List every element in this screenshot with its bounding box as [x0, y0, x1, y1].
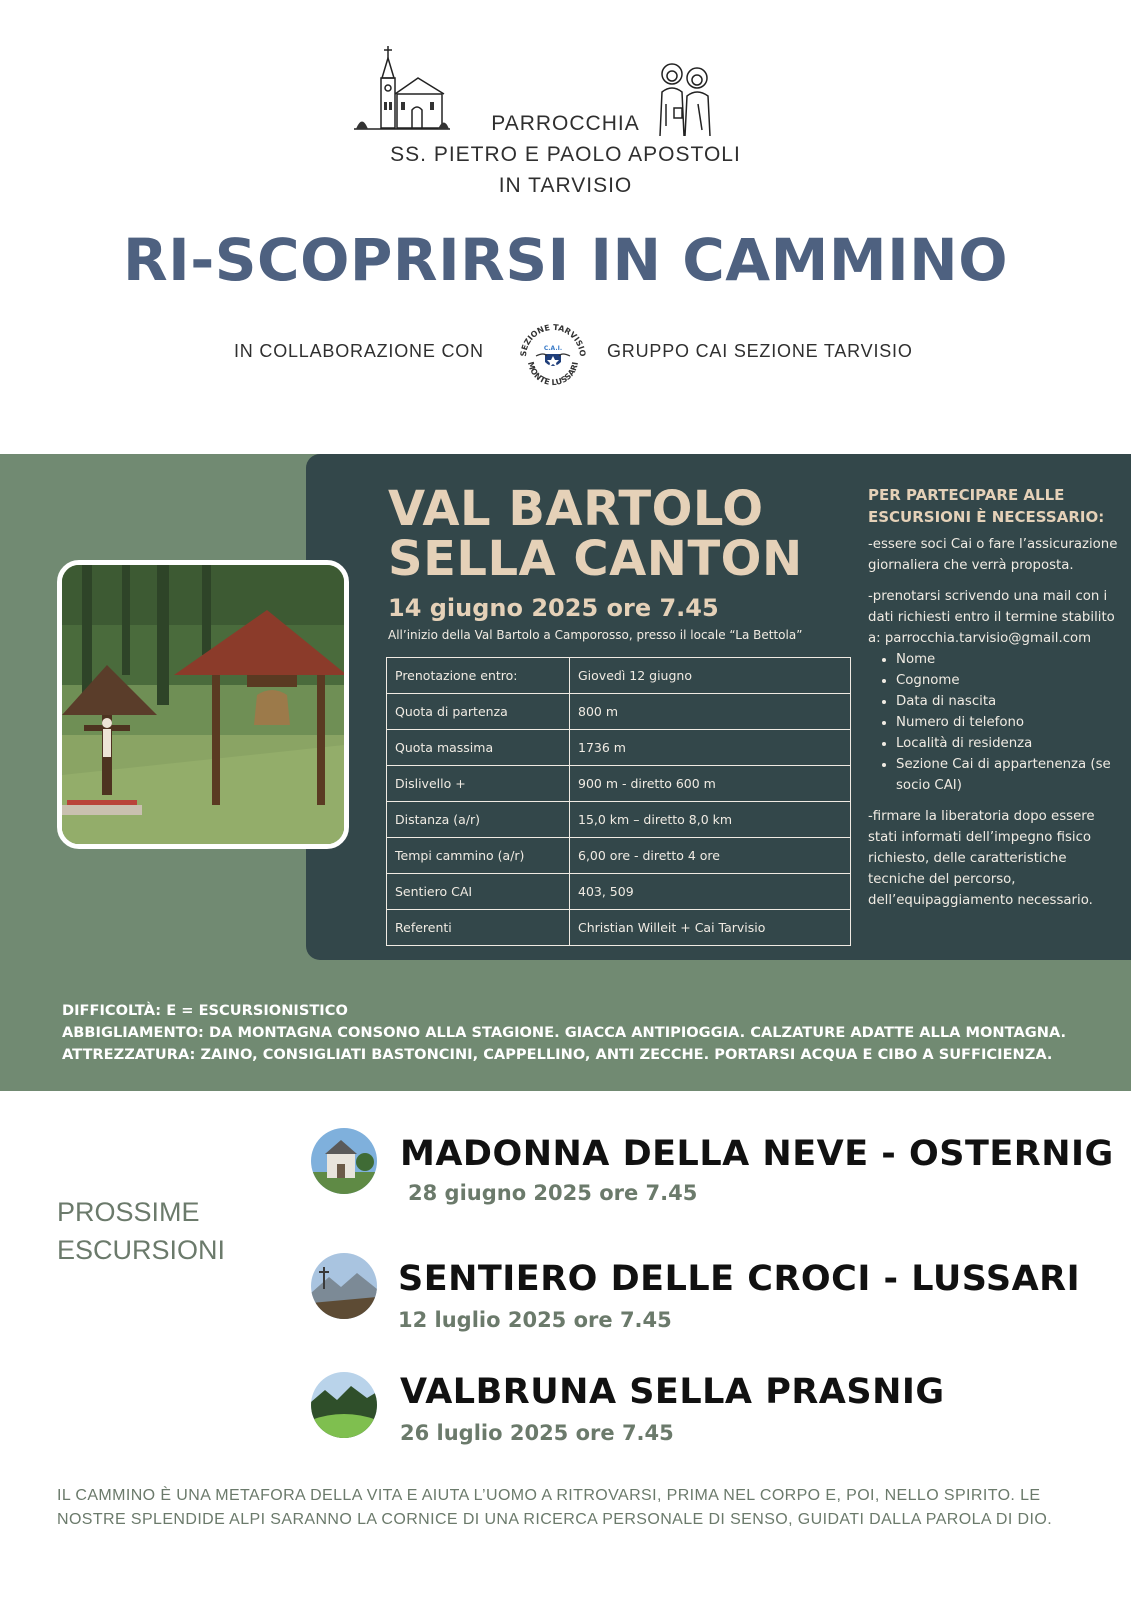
table-value: 800 m	[570, 694, 851, 730]
upcoming-title: VALBRUNA SELLA PRASNIG	[400, 1372, 945, 1412]
table-row	[387, 658, 851, 694]
table-key: Distanza (a/r)	[387, 802, 570, 838]
list-item: • Numero di telefono	[896, 712, 1126, 733]
table-value: Giovedì 12 giugno	[570, 658, 851, 694]
footer-quote: IL CAMMINO È UNA METAFORA DELLA VITA E AIUTA L’UOMO A RITROVARSI, PRIMA NEL CORPO E, POI, NELLO SPIRITO. LE NOSTRE SPLENDIDE ALPI SARANNO LA CORNICE DI UNA RICERCA PERSONALE DI SENSO, GUIDATI DALLA PAROLA DI DIO.	[57, 1487, 1053, 1528]
event-title-line-1: VAL BARTOLO	[388, 481, 764, 537]
upcoming-label-line-1: PROSSIME	[57, 1197, 200, 1227]
upcoming-photo-meadow	[311, 1372, 377, 1438]
table-value: 6,00 ore - diretto 4 ore	[570, 838, 851, 874]
event-details-table	[386, 657, 851, 946]
equipment-note: ATTREZZATURA: ZAINO, CONSIGLIATI BASTONCINI, CAPPELLINO, ANTI ZECCHE. PORTARSI ACQUA E CIBO A SUFFICIENZA.	[62, 1046, 1053, 1063]
list-item: • Cognome	[896, 670, 1126, 691]
upcoming-title: MADONNA DELLA NEVE - OSTERNIG	[400, 1134, 1114, 1174]
table-row	[387, 730, 851, 766]
event-photo	[57, 560, 349, 849]
clothing-note: ABBIGLIAMENTO: DA MONTAGNA CONSONO ALLA STAGIONE. GIACCA ANTIPIOGGIA. CALZATURE ADATTE ALLA MONTAGNA.	[62, 1024, 1067, 1041]
collab-label: IN COLLABORAZIONE CON	[234, 341, 484, 361]
table-row	[387, 802, 851, 838]
cai-logo	[514, 318, 592, 396]
parish-name	[0, 108, 1131, 201]
table-key: Sentiero CAI	[387, 874, 570, 910]
event-date: 14 giugno 2025 ore 7.45	[388, 594, 719, 622]
event-meeting-place: All’inizio della Val Bartolo a Camporosso, presso il locale “La Bettola”	[388, 628, 803, 642]
svg-text:SEZIONE TARVISIO: SEZIONE TARVISIO	[518, 322, 588, 358]
requirements-title	[868, 484, 1126, 528]
parish-line-3: IN TARVISIO	[498, 174, 633, 197]
requirement-waiver: -firmare la liberatoria dopo essere stati informati dell’impegno fisico richiesto, delle caratteristiche tecniche del percorso, dell’equipaggiamento necessario.	[868, 809, 1095, 908]
requirement-booking: -prenotarsi scrivendo una mail con i dati richiesti entro il termine stabilito a: parrocchia.tarvisio@gmail.com	[868, 589, 1115, 646]
svg-text:MONTE LUSSARI: MONTE LUSSARI	[525, 360, 580, 388]
requirement-insurance: -essere soci Cai o fare l’assicurazione giornaliera che verrà proposta.	[868, 537, 1118, 573]
upcoming-date: 26 luglio 2025 ore 7.45	[400, 1421, 674, 1445]
cai-group-label: GRUPPO CAI SEZIONE TARVISIO	[607, 341, 913, 361]
parish-line-1: PARROCCHIA	[491, 112, 640, 135]
requirements-box	[868, 484, 1126, 921]
table-value: 15,0 km – diretto 8,0 km	[570, 802, 851, 838]
requirements-title-line-2: ESCURSIONI È NECESSARIO:	[868, 508, 1105, 526]
table-value: 1736 m	[570, 730, 851, 766]
table-value: 900 m - diretto 600 m	[570, 766, 851, 802]
table-key: Quota di partenza	[387, 694, 570, 730]
required-data-list	[868, 649, 1126, 796]
main-title: RI-SCOPRIRSI IN CAMMINO	[122, 226, 1009, 294]
table-key: Prenotazione entro:	[387, 658, 570, 694]
event-title	[388, 481, 803, 587]
table-key: Tempi cammino (a/r)	[387, 838, 570, 874]
list-item: • Nome	[896, 649, 1126, 670]
upcoming-title: SENTIERO DELLE CROCI - LUSSARI	[398, 1259, 1081, 1299]
requirements-title-line-1: PER PARTECIPARE ALLE	[868, 486, 1065, 504]
table-value: Christian Willeit + Cai Tarvisio	[570, 910, 851, 946]
table-key: Referenti	[387, 910, 570, 946]
equipment-notes	[62, 1000, 1066, 1066]
upcoming-date: 12 luglio 2025 ore 7.45	[398, 1308, 672, 1332]
table-value: 403, 509	[570, 874, 851, 910]
list-item: • Data di nascita	[896, 691, 1126, 712]
table-row	[387, 874, 851, 910]
table-row	[387, 838, 851, 874]
table-row	[387, 766, 851, 802]
upcoming-photo-chapel	[311, 1128, 377, 1194]
list-item: • Località di residenza	[896, 733, 1126, 754]
table-key: Quota massima	[387, 730, 570, 766]
table-key: Dislivello +	[387, 766, 570, 802]
parish-line-2: SS. PIETRO E PAOLO APOSTOLI	[390, 143, 741, 166]
upcoming-label-line-2: ESCURSIONI	[57, 1235, 226, 1265]
list-item: • Sezione Cai di appartenenza (se socio CAI)	[896, 754, 1126, 796]
table-row	[387, 910, 851, 946]
upcoming-date: 28 giugno 2025 ore 7.45	[408, 1181, 698, 1205]
upcoming-photo-crosses	[311, 1253, 377, 1319]
svg-text:C.A.I.: C.A.I.	[543, 345, 563, 352]
upcoming-label	[57, 1193, 225, 1269]
event-title-line-2: SELLA CANTON	[388, 531, 803, 587]
table-row	[387, 694, 851, 730]
difficulty-note: DIFFICOLTÀ: E = ESCURSIONISTICO	[62, 1002, 348, 1019]
